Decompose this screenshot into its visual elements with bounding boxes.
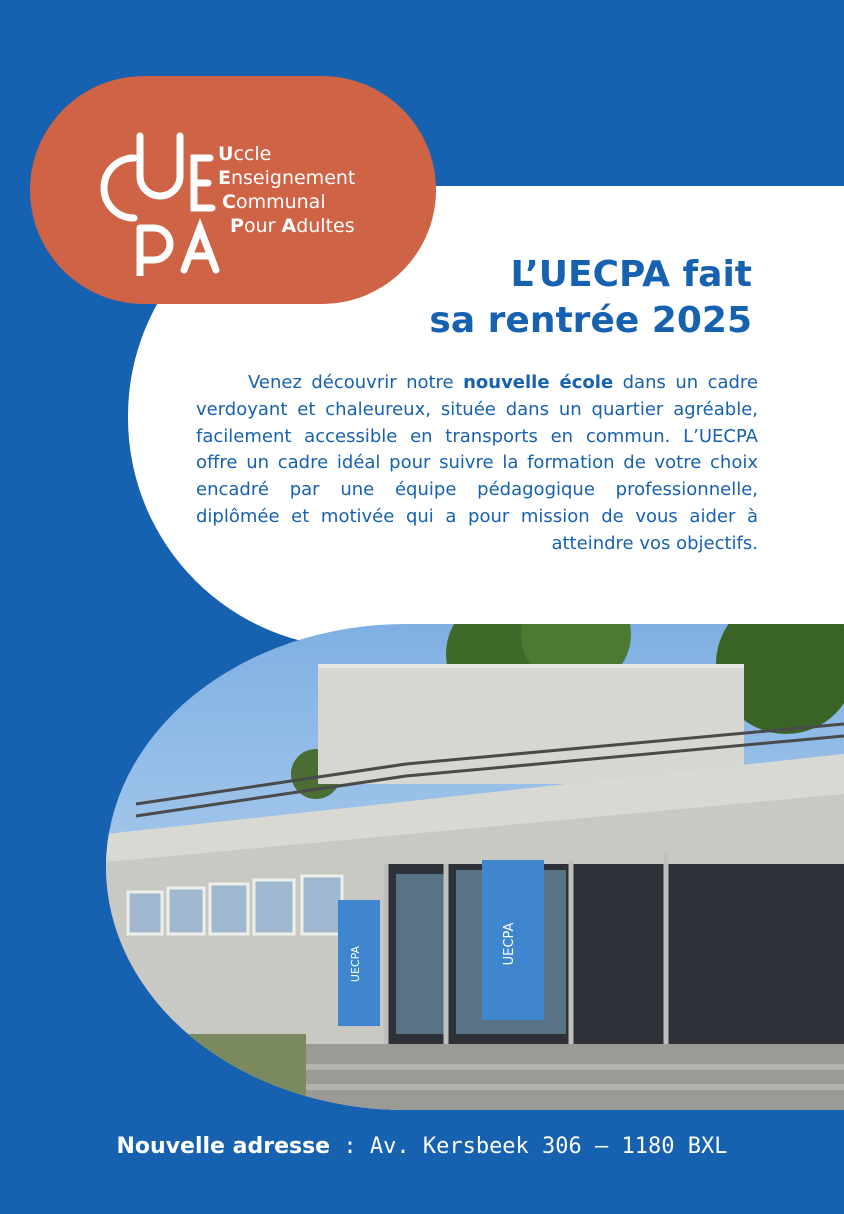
headline-line-2: sa rentrée 2025 — [429, 300, 752, 341]
logo-wordmark — [218, 142, 355, 238]
svg-text:UECPA: UECPA — [349, 945, 362, 983]
logo-line-communal: Communal — [222, 191, 326, 213]
address-value: Av. Kersbeek 306 – 1180 BXL — [369, 1134, 728, 1159]
banner-right — [482, 860, 544, 1020]
intro-text-bold: nouvelle école — [463, 372, 614, 393]
headline — [429, 252, 752, 344]
intro-paragraph — [196, 370, 758, 558]
address-separator: : — [330, 1134, 370, 1159]
headline-line-1: L’UECPA fait — [510, 254, 752, 295]
address-footer — [0, 1134, 844, 1159]
logo-line-pour-adultes: Pour Adultes — [230, 215, 355, 237]
school-building-photo — [106, 624, 844, 1110]
uecpa-logo-mark — [88, 116, 228, 276]
intro-text-rest: dans un cadre verdoyant et chaleureux, située dans un quartier agréable, facilement accessible en transports en commun. L’UECPA offre un cadre idéal pour suivre la formation de votre choix encadré par une équipe pédagogique professionnelle, diplômée et motivée qui a pour mission de vous aider à atteindre vos objectifs. — [196, 372, 759, 554]
address-label: Nouvelle adresse — [116, 1134, 331, 1159]
logo-line-enseignement: Enseignement — [218, 167, 356, 189]
uecpa-logo — [30, 76, 436, 304]
svg-text:UECPA: UECPA — [502, 922, 517, 966]
intro-text-start: Venez découvrir notre — [248, 372, 464, 393]
banner-left — [338, 900, 380, 1026]
logo-line-uccle: Uccle — [218, 143, 272, 165]
building-illustration — [106, 624, 844, 1110]
